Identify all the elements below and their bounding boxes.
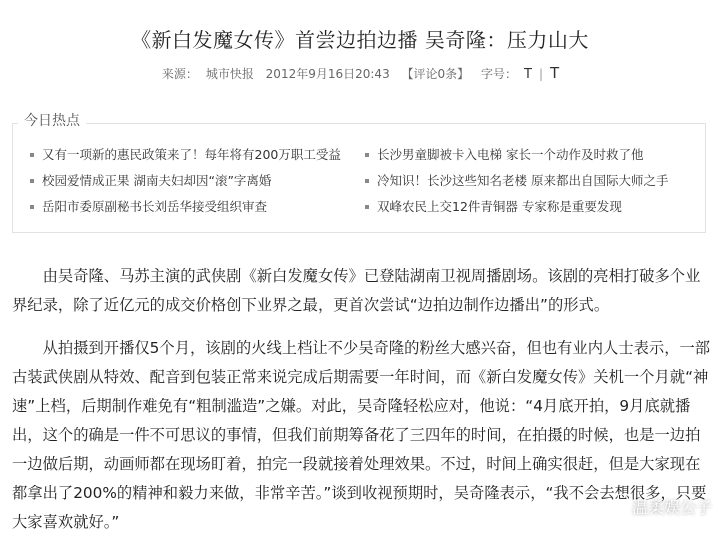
source-name[interactable]: 城市快报 [205,67,254,81]
font-divider: | [538,67,544,81]
hot-news-item[interactable]: 冷知识！长沙这些知名老楼 原来都出自国际大师之手 [365,171,695,197]
hot-news-item[interactable]: 长沙男童脚被卡入电梯 家长一个动作及时救了他 [365,145,695,171]
comments-link[interactable]: 【评论0条】 [401,67,470,81]
article-meta [0,64,720,82]
publish-datetime: 2012年9月16日20:43 [265,67,390,81]
article-body [12,262,712,551]
article-title: 《新白发魔女传》首尝边拍边播 吴奇隆：压力山大 [131,28,589,52]
article-paragraph: 由吴奇隆、马苏主演的武侠剧《新白发魔女传》已登陆湖南卫视周播剧场。该剧的亮相打破多个业界纪录，除了近亿元的成交价格创下业界之最，更首次尝试“边拍边制作边播出”的形式。 [12,267,701,314]
hot-news-item[interactable]: 岳阳市委原副秘书长刘岳华接受组织审查 [30,197,350,223]
source-label: 来源： [161,67,198,81]
font-size-label: 字号： [481,67,518,81]
article-paragraph: 从拍摄到开播仅5个月，该剧的火线上档让不少吴奇隆的粉丝大感兴奋，但也有业内人士表示，一部古装武侠剧从特效、配音到包装正常来说完成后期需要一年时间，而《新白发魔女传》关机一个月就“神速”上档，后期制作难免有“粗制滥造”之嫌。对此，吴奇隆轻松应对，他说：“4月底开拍，9月底就播出，这个的确是一件不可思议的事情，但我们前期筹备花了三四年的时间，在拍摄的时候，也是一边拍一边做后期，动画师都在现场盯着，拍完一段就接着处理效果。不过，时间上确实很赶，但是大家现在都拿出了200%的精神和毅力来做，非常辛苦。”谈到收视预期时，吴奇隆表示，“我不会去想很多，只要大家喜欢就好。” [12,339,711,531]
font-small-button[interactable]: T [524,67,532,82]
hot-news-title: 今日热点 [18,110,86,130]
hot-news-item[interactable]: 双峰农民上交12件青铜器 专家称是重要发现 [365,197,695,223]
hot-news-left-list [30,145,350,223]
hot-news-item[interactable]: 又有一项新的惠民政策来了！每年将有200万职工受益 [30,145,350,171]
watermark: 温柔娱公子 [631,498,712,517]
font-large-button[interactable]: T [550,64,560,82]
hot-news-item[interactable]: 校园爱情成正果 湖南夫妇却因“滚”字离婚 [30,171,350,197]
hot-news-right-list [365,145,695,223]
